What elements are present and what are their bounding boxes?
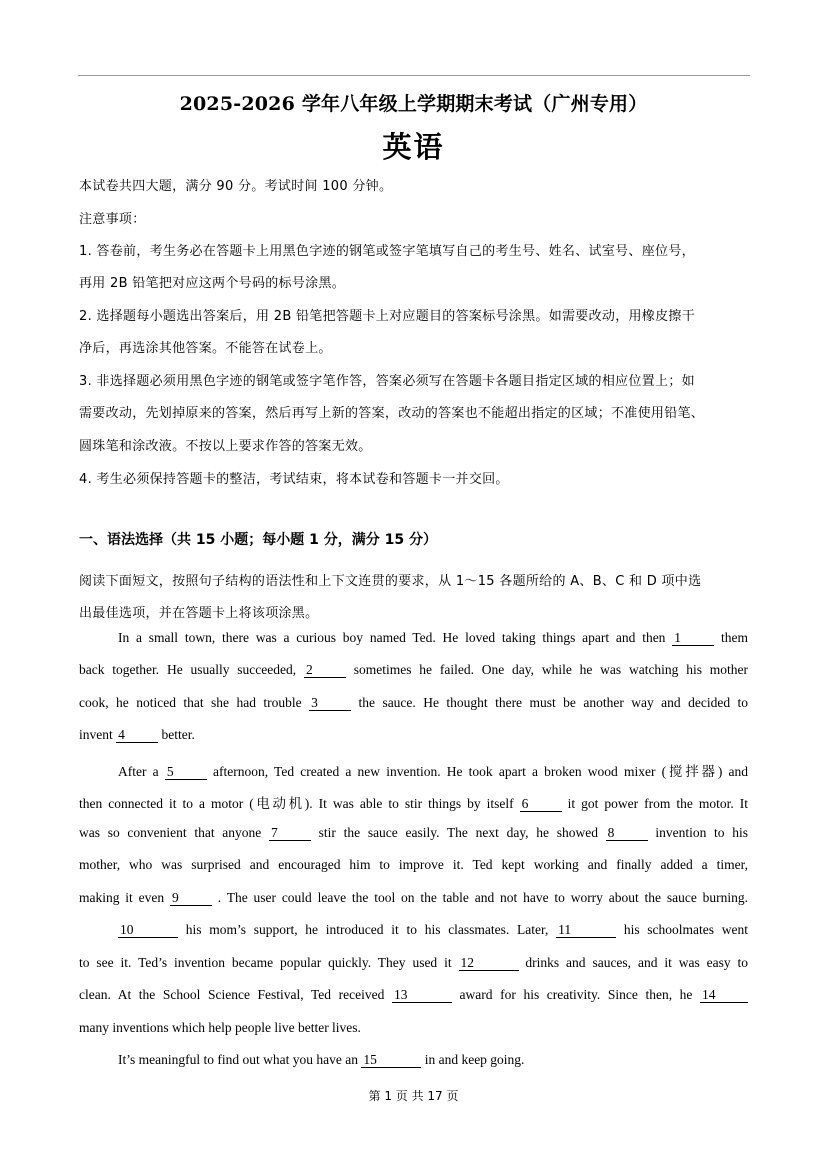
blank-5: 5	[165, 765, 207, 780]
blank-2: 2	[304, 663, 346, 678]
blank-12: 12	[459, 956, 519, 971]
section-instruction: 阅读下面短文，按照句子结构的语法性和上下文连贯的要求，从 1～15 各题所给的 A、B、C 和 D 项中选	[79, 574, 702, 589]
notice-line: 再用 2B 铅笔把对应这两个号码的标号涂黑。	[79, 276, 346, 291]
blank-4: 4	[116, 728, 158, 743]
blank-15: 15	[361, 1053, 421, 1068]
blank-3: 3	[309, 696, 351, 711]
notice-line: 3. 非选择题必须用黑色字迹的钢笔或签字笔作答，答案必须写在答题卡各题目指定区域的相应位置上；如	[79, 374, 695, 389]
notice-line: 2. 选择题每小题选出答案后，用 2B 铅笔把答题卡上对应题目的答案标号涂黑。如需要改动，用橡皮擦干	[79, 309, 695, 324]
notice-line: 4. 考生必须保持答题卡的整洁，考试结束，将本试卷和答题卡一并交回。	[79, 472, 509, 487]
blank-14: 14	[700, 988, 748, 1003]
passage-line: 10 his mom’s support, he introduced it to his classmates. Later, 11 his schoolmates went	[120, 922, 749, 937]
blank-7: 7	[269, 826, 311, 841]
passage-line: many inventions which help people live better lives.	[79, 1020, 361, 1035]
blank-9: 9	[170, 891, 212, 906]
blank-8: 8	[606, 826, 648, 841]
blank-11: 11	[556, 923, 616, 938]
blank-1: 1	[672, 631, 714, 646]
passage-line: to see it. Ted’s invention became popular quickly. They used it 12 drinks and sauces, and it was easy to	[79, 955, 749, 970]
section-instruction: 出最佳选项，并在答题卡上将该项涂黑。	[79, 606, 319, 621]
passage-line: In a small town, there was a curious boy named Ted. He loved taking things apart and then 1 them	[118, 630, 748, 645]
passage-line: clean. At the School Science Festival, Ted received 13 award for his creativity. Since then, he 14	[79, 987, 748, 1003]
blank-6: 6	[520, 797, 562, 812]
passage-line: mother, who was surprised and encouraged him to improve it. Ted kept working and finally added a timer,	[79, 857, 748, 872]
passage-line: back together. He usually succeeded, 2 sometimes he failed. One day, while he was watching his mother	[79, 662, 749, 677]
header-rule	[78, 75, 750, 76]
notice-line: 圆珠笔和涂改液。不按以上要求作答的答案无效。	[79, 439, 372, 454]
notice-line: 净后，再选涂其他答案。不能答在试卷上。	[79, 341, 332, 356]
passage-line: After a 5 afternoon, Ted created a new invention. He took apart a broken wood mixer (搅拌器) and	[118, 764, 748, 779]
notice-heading: 注意事项：	[79, 212, 146, 227]
section-heading: 一、语法选择（共 15 小题；每小题 1 分，满分 15 分）	[79, 532, 437, 548]
notice-line: 1. 答卷前，考生务必在答题卡上用黑色字迹的钢笔或签字笔填写自己的考生号、姓名、试室号、座位号，	[79, 244, 695, 259]
passage-line: cook, he noticed that she had trouble 3 the sauce. He thought there must be another way and decided to	[79, 695, 748, 710]
passage-line: then connected it to a motor (电动机). It was able to stir things by itself 6 it got power from the motor. It	[79, 796, 749, 811]
blank-13: 13	[392, 988, 452, 1003]
exam-title: 2025-2026 学年八年级上学期期末考试（广州专用）	[179, 93, 648, 115]
passage-line: It’s meaningful to find out what you have an 15 in and keep going.	[118, 1052, 525, 1067]
page-footer: 第 1 页 共 17 页	[368, 1089, 459, 1103]
blank-10: 10	[118, 923, 178, 938]
passage-line: was so convenient that anyone 7 stir the sauce easily. The next day, he showed 8 invention to his	[79, 825, 749, 840]
exam-intro: 本试卷共四大题，满分 90 分。考试时间 100 分钟。	[79, 179, 393, 194]
subject-title: 英语	[382, 130, 445, 164]
notice-line: 需要改动，先划掉原来的答案，然后再写上新的答案，改动的答案也不能超出指定的区域；不准使用铅笔、	[79, 406, 705, 421]
passage-line: invent 4 better.	[79, 727, 195, 742]
passage-line: making it even 9 . The user could leave the tool on the table and not have to worry about the sauce burning.	[79, 890, 749, 905]
